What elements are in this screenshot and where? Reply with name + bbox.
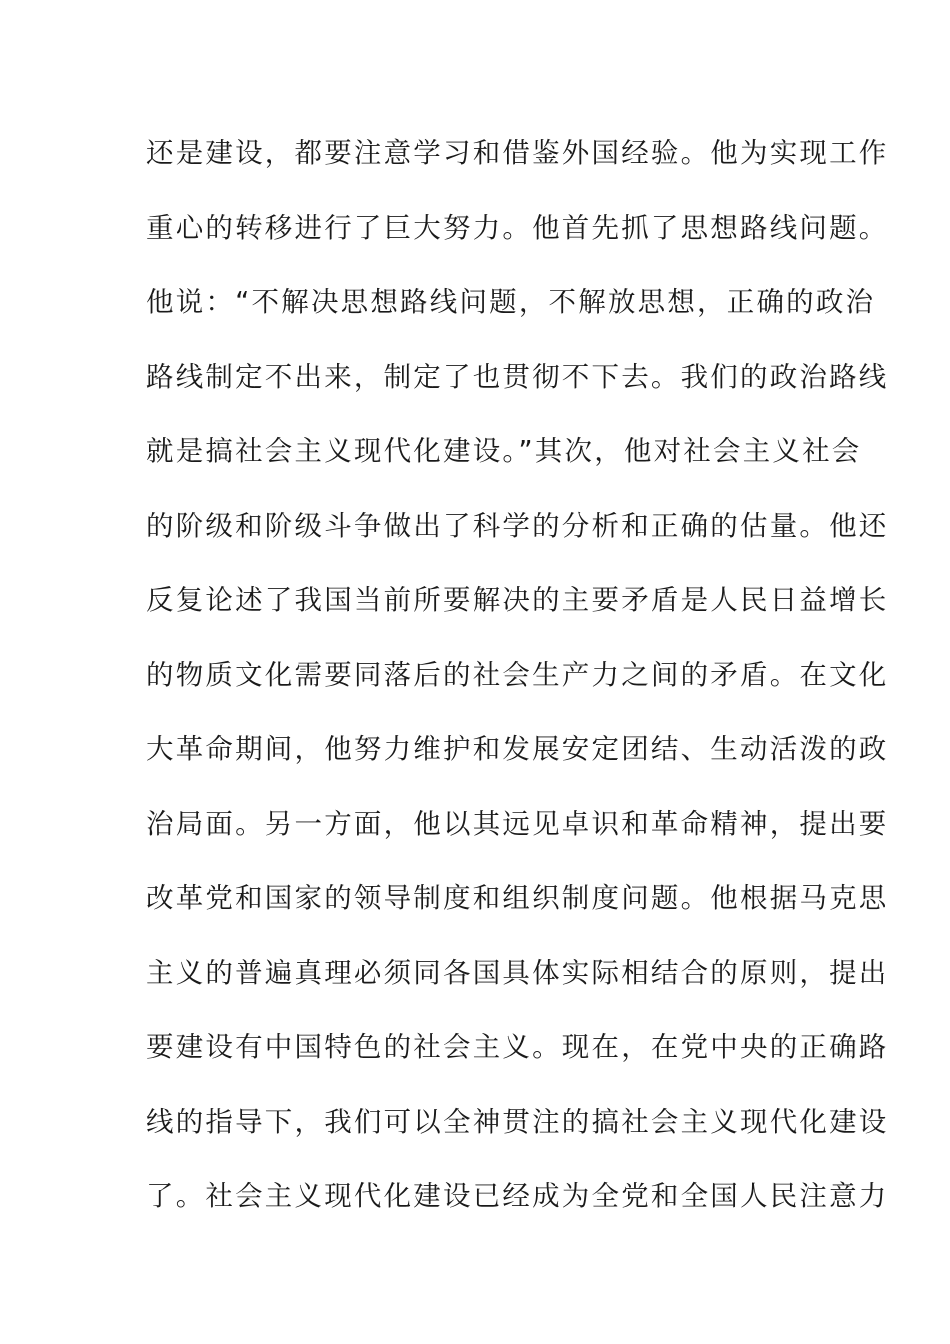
text-line-1: 还是建设，都要注意学习和借鉴外国经验。他为实现工作 [146,137,889,169]
text-line-3: 他说：“不解决思想路线问题，不解放思想，正确的政治 [146,286,876,318]
text-line-9: 大革命期间，他努力维护和发展安定团结、生动活泼的政 [146,733,889,765]
text-line-4: 路线制定不出来，制定了也贯彻不下去。我们的政治路线 [146,360,889,393]
text-line-5: 就是搞社会主义现代化建设。”其次，他对社会主义社会 [146,435,862,467]
text-line-10: 治局面。另一方面，他以其远见卓识和革命精神，提出要 [146,807,889,840]
text-line-6: 的阶级和阶级斗争做出了科学的分析和正确的估量。他还 [146,509,889,542]
text-line-2: 重心的转移进行了巨大努力。他首先抓了思想路线问题。 [146,211,889,244]
text-line-11: 改革党和国家的领导制度和组织制度问题。他根据马克思 [146,882,889,914]
text-line-13: 要建设有中国特色的社会主义。现在，在党中央的正确路 [146,1031,889,1063]
text-line-12: 主义的普遍真理必须同各国具体实际相结合的原则，提出 [146,956,889,989]
text-line-15: 了。社会主义现代化建设已经成为全党和全国人民注意力 [146,1180,889,1212]
text-line-14: 线的指导下，我们可以全神贯注的搞社会主义现代化建设 [146,1105,889,1138]
text-line-7: 反复论述了我国当前所要解决的主要矛盾是人民日益增长 [146,584,889,616]
text-line-8: 的物质文化需要同落后的社会生产力之间的矛盾。在文化 [146,658,889,691]
body-text [146,129,889,1247]
